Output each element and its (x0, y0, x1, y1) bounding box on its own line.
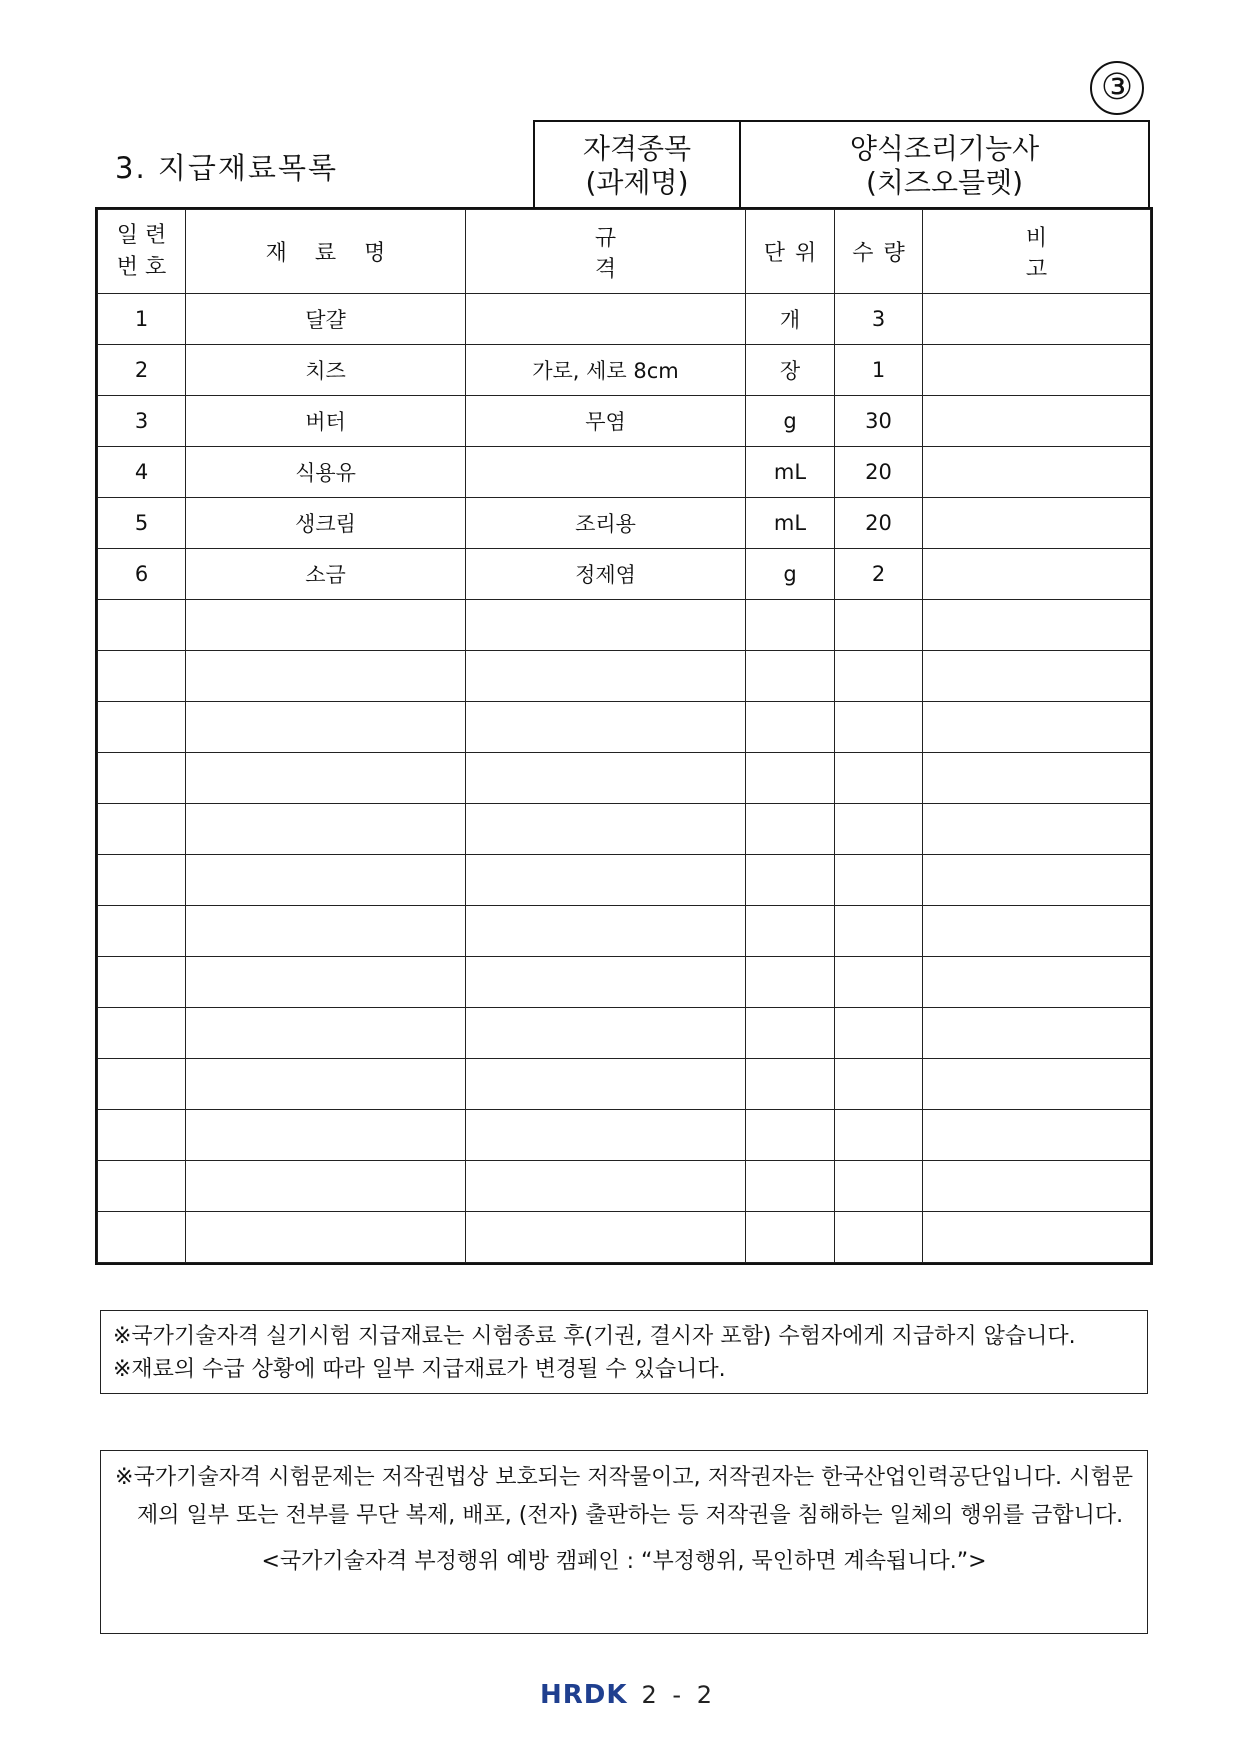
empty-table-row (98, 702, 1151, 753)
empty-table-row (98, 1161, 1151, 1212)
cell-material-name: 소금 (186, 549, 466, 600)
cell-material-name (186, 1008, 466, 1059)
cell-unit (746, 906, 835, 957)
header-unit: 단위 (746, 210, 835, 294)
cell-serial-number: 1 (98, 294, 186, 345)
header-serial-line2: 번 호 (116, 254, 167, 280)
cell-spec (466, 1161, 746, 1212)
cell-quantity (835, 1059, 923, 1110)
cell-spec (466, 702, 746, 753)
cell-note (923, 1110, 1151, 1161)
cell-quantity (835, 855, 923, 906)
cell-spec: 가로, 세로 8cm (466, 345, 746, 396)
cell-spec (466, 804, 746, 855)
cell-unit (746, 957, 835, 1008)
empty-table-row (98, 855, 1151, 906)
header-quantity: 수량 (835, 210, 923, 294)
header-spec: 규격 (466, 210, 746, 294)
cell-unit: g (746, 549, 835, 600)
empty-table-row (98, 1110, 1151, 1161)
cell-material-name: 치즈 (186, 345, 466, 396)
cell-quantity (835, 906, 923, 957)
cell-serial-number (98, 600, 186, 651)
footer (540, 1680, 716, 1710)
cell-spec: 조리용 (466, 498, 746, 549)
empty-table-row (98, 957, 1151, 1008)
cell-material-name: 버터 (186, 396, 466, 447)
cell-serial-number (98, 1212, 186, 1263)
cell-material-name (186, 855, 466, 906)
cell-quantity: 20 (835, 498, 923, 549)
cell-note (923, 702, 1151, 753)
cell-material-name: 달걀 (186, 294, 466, 345)
cell-unit (746, 1059, 835, 1110)
cell-quantity: 1 (835, 345, 923, 396)
page-indicator: 2 - 2 (641, 1681, 716, 1709)
cell-serial-number: 6 (98, 549, 186, 600)
cell-note (923, 294, 1151, 345)
table-row (98, 396, 1151, 447)
qualification-label-line1: 자격종목 (582, 132, 692, 165)
qualification-value (741, 122, 1148, 210)
cell-unit: mL (746, 498, 835, 549)
page-number-badge: ③ (1090, 61, 1144, 115)
header-serial-number (98, 210, 186, 294)
qualification-value-line2: (치즈오믈렛) (865, 166, 1024, 199)
cell-spec (466, 957, 746, 1008)
cell-unit (746, 600, 835, 651)
cell-serial-number: 5 (98, 498, 186, 549)
empty-table-row (98, 753, 1151, 804)
cell-note (923, 906, 1151, 957)
cell-spec (466, 447, 746, 498)
cell-note (923, 855, 1151, 906)
cell-material-name (186, 804, 466, 855)
cell-serial-number (98, 1059, 186, 1110)
copyright-notice (100, 1450, 1148, 1634)
cell-unit (746, 855, 835, 906)
cell-quantity (835, 1161, 923, 1212)
cell-material-name (186, 957, 466, 1008)
cell-spec (466, 906, 746, 957)
table-row (98, 447, 1151, 498)
cell-material-name (186, 1059, 466, 1110)
cell-material-name (186, 1110, 466, 1161)
cell-quantity: 2 (835, 549, 923, 600)
section-title: 3. 지급재료목록 (115, 151, 338, 185)
cell-material-name (186, 753, 466, 804)
cell-unit (746, 651, 835, 702)
cell-quantity (835, 600, 923, 651)
cell-serial-number: 2 (98, 345, 186, 396)
qualification-label (535, 122, 741, 210)
cell-spec (466, 600, 746, 651)
cell-serial-number: 3 (98, 396, 186, 447)
empty-table-row (98, 651, 1151, 702)
cell-note (923, 498, 1151, 549)
cell-note (923, 1008, 1151, 1059)
cell-unit (746, 1008, 835, 1059)
cell-material-name: 생크림 (186, 498, 466, 549)
header-serial-line1: 일 련 (116, 222, 167, 248)
cell-serial-number (98, 1110, 186, 1161)
cell-unit (746, 804, 835, 855)
header-note: 비고 (923, 210, 1151, 294)
cell-spec (466, 855, 746, 906)
cell-unit (746, 1161, 835, 1212)
qualification-value-line1: 양식조리기능사 (849, 132, 1040, 165)
cell-serial-number (98, 906, 186, 957)
cell-serial-number (98, 855, 186, 906)
hrdk-logo: HRDK (540, 1680, 628, 1710)
cell-note (923, 549, 1151, 600)
cell-quantity: 30 (835, 396, 923, 447)
cell-material-name (186, 702, 466, 753)
cell-material-name (186, 651, 466, 702)
cell-unit: mL (746, 447, 835, 498)
cell-quantity (835, 957, 923, 1008)
cell-note (923, 1059, 1151, 1110)
cell-serial-number (98, 753, 186, 804)
supply-notice-line1: ※국가기술자격 실기시험 지급재료는 시험종료 후(기권, 결시자 포함) 수험자에게 지급하지 않습니다. (113, 1324, 1076, 1349)
cell-unit: 개 (746, 294, 835, 345)
cell-note (923, 753, 1151, 804)
cell-serial-number (98, 702, 186, 753)
cell-spec (466, 1008, 746, 1059)
cell-material-name (186, 1161, 466, 1212)
supply-notice (100, 1310, 1148, 1394)
cell-spec (466, 1212, 746, 1263)
cell-quantity (835, 1110, 923, 1161)
cell-material-name (186, 906, 466, 957)
qualification-label-line2: (과제명) (585, 166, 689, 199)
cell-unit: 장 (746, 345, 835, 396)
cell-quantity (835, 651, 923, 702)
cell-note (923, 1212, 1151, 1263)
cell-spec (466, 753, 746, 804)
cell-quantity (835, 804, 923, 855)
cell-spec: 정제염 (466, 549, 746, 600)
cell-serial-number (98, 804, 186, 855)
cell-note (923, 396, 1151, 447)
cell-serial-number (98, 957, 186, 1008)
cell-note (923, 957, 1151, 1008)
cell-unit: g (746, 396, 835, 447)
empty-table-row (98, 1212, 1151, 1263)
cell-spec: 무염 (466, 396, 746, 447)
supply-notice-line2: ※재료의 수급 상황에 따라 일부 지급재료가 변경될 수 있습니다. (113, 1357, 726, 1382)
table-header-row (98, 210, 1151, 294)
cell-note (923, 804, 1151, 855)
empty-table-row (98, 1059, 1151, 1110)
cell-quantity: 3 (835, 294, 923, 345)
materials-table (97, 209, 1151, 1263)
cell-serial-number: 4 (98, 447, 186, 498)
cell-note (923, 447, 1151, 498)
cell-serial-number (98, 1161, 186, 1212)
cell-quantity (835, 702, 923, 753)
table-row (98, 549, 1151, 600)
cell-note (923, 600, 1151, 651)
cell-note (923, 345, 1151, 396)
cell-spec (466, 294, 746, 345)
empty-table-row (98, 600, 1151, 651)
qualification-header (533, 120, 1150, 210)
campaign-slogan: <국가기술자격 부정행위 예방 캠페인 : “부정행위, 묵인하면 계속됩니다.”> (261, 1549, 987, 1574)
cell-spec (466, 651, 746, 702)
cell-quantity (835, 1212, 923, 1263)
cell-serial-number (98, 651, 186, 702)
cell-unit (746, 753, 835, 804)
cell-note (923, 1161, 1151, 1212)
table-row (98, 294, 1151, 345)
copyright-paragraph: ※국가기술자격 시험문제는 저작권법상 보호되는 저작물이고, 저작권자는 한국산업인력공단입니다. 시험문제의 일부 또는 전부를 무단 복제, 배포, (전자) 출판하는 등 저작권을 침해하는 일체의 행위를 금합니다. (115, 1465, 1133, 1528)
cell-spec (466, 1059, 746, 1110)
header-material-name: 재료명 (186, 210, 466, 294)
cell-serial-number (98, 1008, 186, 1059)
cell-unit (746, 1110, 835, 1161)
cell-quantity (835, 753, 923, 804)
cell-spec (466, 1110, 746, 1161)
table-row (98, 498, 1151, 549)
cell-quantity: 20 (835, 447, 923, 498)
cell-note (923, 651, 1151, 702)
empty-table-row (98, 804, 1151, 855)
empty-table-row (98, 906, 1151, 957)
cell-unit (746, 1212, 835, 1263)
cell-material-name (186, 1212, 466, 1263)
cell-material-name: 식용유 (186, 447, 466, 498)
cell-quantity (835, 1008, 923, 1059)
table-row (98, 345, 1151, 396)
cell-unit (746, 702, 835, 753)
cell-material-name (186, 600, 466, 651)
empty-table-row (98, 1008, 1151, 1059)
